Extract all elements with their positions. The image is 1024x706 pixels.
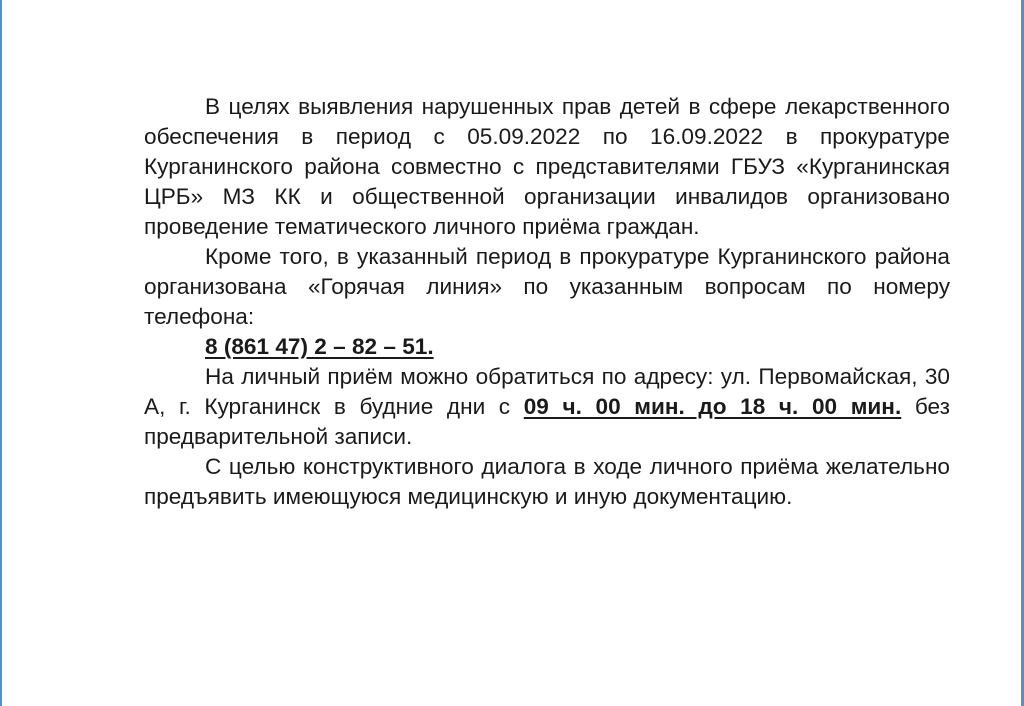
document-body [144,92,950,512]
left-border [0,0,2,706]
address-text: На личный приём можно обратиться по адресу: ул. Первомайская, 30 А, г. Курганинск в будние дни с [144,364,950,419]
working-hours: 09 ч. 00 мин. до 18 ч. 00 мин. [523,394,902,419]
hotline-phone-number: 8 (861 47) 2 – 82 – 51. [205,334,434,359]
address-text-end: без предварительной записи. [144,394,950,449]
paragraph-reception-announcement: В целях выявления нарушенных прав детей в сфере лекарственного обеспечения в период с 05.09.2022 по 16.09.2022 в прокуратуре Курганинского района совместно с представителями ГБУЗ «Курганинская ЦРБ» МЗ КК и общественной организации инвалидов организовано проведение тематического личного приёма граждан. [144,94,950,239]
phone-line [144,332,950,362]
paragraph-documents: С целью конструктивного диалога в ходе личного приёма желательно предъявить имеющуюся медицинскую и иную документацию. [144,454,950,509]
paragraph-hotline: Кроме того, в указанный период в прокуратуре Курганинского района организована «Горячая линия» по указанным вопросам по номеру телефона: [144,244,950,329]
paragraph-address [144,362,950,452]
